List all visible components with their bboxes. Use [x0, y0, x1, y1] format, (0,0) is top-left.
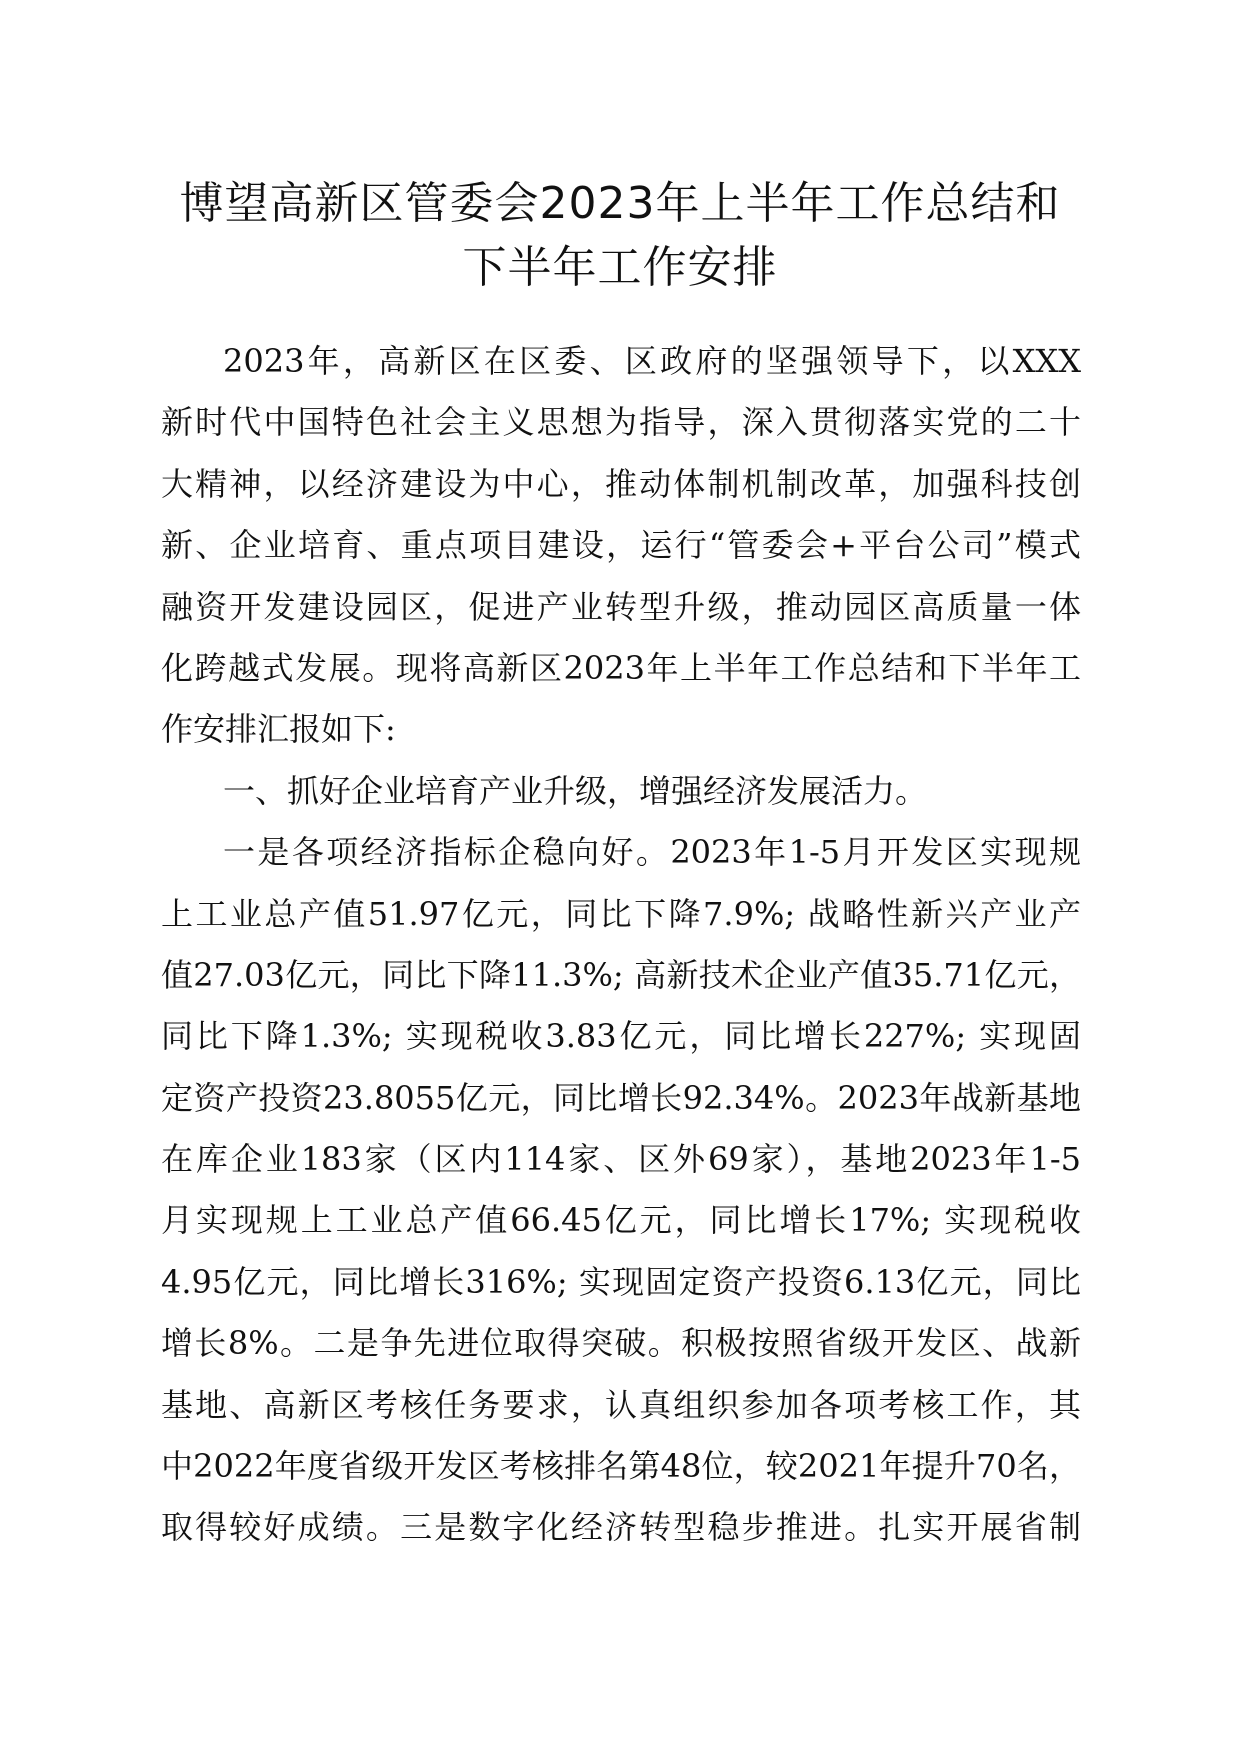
- paragraph-line: 4.95亿元，同比增长316%; 实现固定资产投资6.13亿元，同比: [161, 1262, 1081, 1301]
- paragraph-line: 取得较好成绩。三是数字化经济转型稳步推进。扎实开展省制: [161, 1508, 1081, 1547]
- paragraph-line: 中2022年度省级开发区考核排名第48位，较2021年提升70名，: [161, 1447, 1081, 1486]
- paragraph-line: 定资产投资23.8055亿元，同比增长92.34%。2023年战新基地: [161, 1078, 1081, 1117]
- document-body: [161, 331, 1081, 1559]
- paragraph-line: 大精神，以经济建设为中心，推动体制机制改革，加强科技创: [161, 464, 1081, 503]
- document-title-line-1: 博望高新区管委会2023年上半年工作总结和: [179, 178, 1061, 229]
- paragraph-line: 月实现规上工业总产值66.45亿元，同比增长17%; 实现税收: [161, 1201, 1081, 1240]
- paragraph-line: 增长8%。二是争先进位取得突破。积极按照省级开发区、战新: [161, 1324, 1081, 1363]
- paragraph-line: 2023年，高新区在区委、区政府的坚强领导下，以XXX: [223, 342, 1081, 380]
- paragraph-line: 化跨越式发展。现将高新区2023年上半年工作总结和下半年工: [161, 648, 1081, 687]
- paragraph-line: 在库企业183家（区内114家、区外69家），基地2023年1-5: [161, 1140, 1081, 1179]
- paragraph-line: 基地、高新区考核任务要求，认真组织参加各项考核工作，其: [161, 1385, 1081, 1424]
- paragraph-line: 值27.03亿元，同比下降11.3%; 高新技术企业产值35.71亿元，: [161, 955, 1081, 994]
- paragraph-line: 上工业总产值51.97亿元，同比下降7.9%; 战略性新兴产业产: [161, 894, 1081, 933]
- paragraph-line: 同比下降1.3%; 实现税收3.83亿元，同比增长227%; 实现固: [161, 1017, 1081, 1056]
- paragraph-line: 作安排汇报如下:: [161, 710, 396, 749]
- document-title-line-2: 下半年工作安排: [462, 242, 778, 293]
- paragraph-line: 新、企业培育、重点项目建设，运行“管委会+平台公司”模式: [161, 526, 1081, 565]
- paragraph-line: 融资开发建设园区，促进产业转型升级，推动园区高质量一体: [161, 587, 1081, 626]
- section-heading: 一、抓好企业培育产业升级，增强经济发展活力。: [223, 771, 928, 810]
- paragraph-line: 新时代中国特色社会主义思想为指导，深入贯彻落实党的二十: [161, 403, 1081, 442]
- paragraph-line: 一是各项经济指标企稳向好。2023年1-5月开发区实现规: [223, 833, 1081, 872]
